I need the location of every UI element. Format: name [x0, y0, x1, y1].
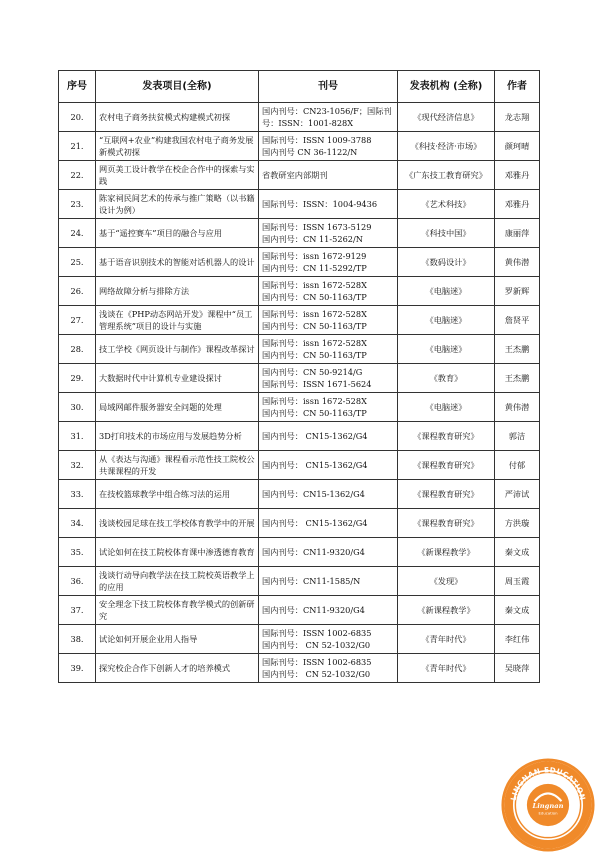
publication-title: 陈家祠民间艺术的传承与推广策略（以书籍设计为例）	[96, 190, 259, 219]
row-number: 24.	[59, 219, 96, 248]
lingnan-education-seal	[500, 757, 596, 853]
publication-title: 试论如何在技工院校体育课中渗透德育教育	[96, 538, 259, 567]
header-title: 发表项目(全称)	[96, 71, 259, 103]
header-author: 作者	[495, 71, 540, 103]
table-row	[59, 190, 540, 219]
publication-title: 浅谈在《PHP动态网站开发》课程中“员工管理系统”项目的设计与实施	[96, 306, 259, 335]
publication-title: 安全理念下技工院校体育教学模式的创新研究	[96, 596, 259, 625]
publisher: 《电脑迷》	[398, 277, 495, 306]
publisher: 《科技中国》	[398, 219, 495, 248]
journal-issn: 国内刊号：CN15-1362/G4	[259, 480, 398, 509]
publisher: 《课程教育研究》	[398, 422, 495, 451]
table-row	[59, 567, 540, 596]
journal-issn: 国际刊号：ISSN 1002-6835 国内刊号： CN 52-1032/G0	[259, 625, 398, 654]
table-row	[59, 480, 540, 509]
publisher: 《青年时代》	[398, 625, 495, 654]
publication-title: 局域网邮件服务器安全问题的处理	[96, 393, 259, 422]
journal-issn: 国际刊号：ISSN 1002-6835 国内刊号： CN 52-1032/G0	[259, 654, 398, 683]
author-name: 王杰鹏	[495, 364, 540, 393]
seal-ring-text: LINGNAN EDUCATION	[508, 765, 588, 802]
row-number: 36.	[59, 567, 96, 596]
journal-issn: 国内刊号：CN11-1585/N	[259, 567, 398, 596]
publisher: 《发现》	[398, 567, 495, 596]
journal-issn: 国际刊号：issn 1672-528X 国内刊号：CN 50-1163/TP	[259, 277, 398, 306]
publication-title: 基于语音识别技术的智能对话机器人的设计	[96, 248, 259, 277]
table-row	[59, 277, 540, 306]
publication-title: 浅谈行动导向教学法在技工院校英语教学上的应用	[96, 567, 259, 596]
publication-title: 技工学校《网页设计与制作》课程改革探讨	[96, 335, 259, 364]
author-name: 李红伟	[495, 625, 540, 654]
author-name: 罗新辉	[495, 277, 540, 306]
row-number: 26.	[59, 277, 96, 306]
journal-issn: 国内刊号： CN15-1362/G4	[259, 451, 398, 480]
seal-center-bottom: Education	[538, 810, 558, 816]
publication-title: 试论如何开展企业用人指导	[96, 625, 259, 654]
header-no: 序号	[59, 71, 96, 103]
table-row	[59, 219, 540, 248]
author-name: 秦文成	[495, 596, 540, 625]
publisher: 《课程教育研究》	[398, 480, 495, 509]
table-row	[59, 248, 540, 277]
row-number: 25.	[59, 248, 96, 277]
publisher: 《电脑迷》	[398, 306, 495, 335]
table-row	[59, 306, 540, 335]
table-row	[59, 393, 540, 422]
author-name: 詹贤平	[495, 306, 540, 335]
seal-center-top: Lingnan	[532, 801, 564, 810]
author-name: 黄伟潜	[495, 248, 540, 277]
journal-issn: 国际刊号：ISSN 1009-3788 国内刊号 CN 36-1122/N	[259, 132, 398, 161]
publisher: 《科技·经济·市场》	[398, 132, 495, 161]
author-name: 周玉霞	[495, 567, 540, 596]
seal-est-text: EST.1993	[529, 824, 567, 838]
row-number: 28.	[59, 335, 96, 364]
journal-issn: 国内刊号：CN11-9320/G4	[259, 538, 398, 567]
header-issn: 刊号	[259, 71, 398, 103]
journal-issn: 省教研室内部期刊	[259, 161, 398, 190]
author-name: 吴晓萍	[495, 654, 540, 683]
author-name: 邓雅丹	[495, 161, 540, 190]
publisher: 《数码设计》	[398, 248, 495, 277]
author-name: 龙志翔	[495, 103, 540, 132]
table-row	[59, 422, 540, 451]
row-number: 37.	[59, 596, 96, 625]
journal-issn: 国际刊号：ISSN 1673-5129 国内刊号：CN 11-5262/N	[259, 219, 398, 248]
publisher: 《青年时代》	[398, 654, 495, 683]
row-number: 39.	[59, 654, 96, 683]
author-name: 邓雅丹	[495, 190, 540, 219]
publisher: 《课程教育研究》	[398, 451, 495, 480]
author-name: 秦文成	[495, 538, 540, 567]
journal-issn: 国内刊号：CN11-9320/G4	[259, 596, 398, 625]
table-row	[59, 538, 540, 567]
table-row	[59, 654, 540, 683]
publisher: 《教育》	[398, 364, 495, 393]
publication-title: 在技校篮球教学中组合练习法的运用	[96, 480, 259, 509]
author-name: 王杰鹏	[495, 335, 540, 364]
publication-title: 3D打印技术的市场应用与发展趋势分析	[96, 422, 259, 451]
publication-title: 大数据时代中计算机专业建设探讨	[96, 364, 259, 393]
row-number: 34.	[59, 509, 96, 538]
table-row	[59, 161, 540, 190]
publication-title: 基于“遥控赛车”项目的融合与应用	[96, 219, 259, 248]
table-row	[59, 596, 540, 625]
table-row	[59, 625, 540, 654]
table-row	[59, 132, 540, 161]
journal-issn: 国际刊号：ISSN：1004-9436	[259, 190, 398, 219]
publication-title: 浅谈校园足球在技工学校体育教学中的开展	[96, 509, 259, 538]
row-number: 30.	[59, 393, 96, 422]
publication-title: “互联网+农业”构建我国农村电子商务发展新模式初探	[96, 132, 259, 161]
journal-issn: 国际刊号：issn 1672-528X 国内刊号：CN 50-1163/TP	[259, 393, 398, 422]
journal-issn: 国内刊号：CN23-1056/F；国际刊号：ISSN：1001-828X	[259, 103, 398, 132]
author-name: 付郁	[495, 451, 540, 480]
table-row	[59, 103, 540, 132]
publisher: 《现代经济信息》	[398, 103, 495, 132]
author-name: 严沛试	[495, 480, 540, 509]
journal-issn: 国内刊号：CN 50-9214/G 国际刊号：ISSN 1671-5624	[259, 364, 398, 393]
publication-title: 探究校企合作下创新人才的培养模式	[96, 654, 259, 683]
row-number: 33.	[59, 480, 96, 509]
author-name: 颜珂晴	[495, 132, 540, 161]
journal-issn: 国内刊号： CN15-1362/G4	[259, 509, 398, 538]
publisher: 《新课程教学》	[398, 538, 495, 567]
row-number: 35.	[59, 538, 96, 567]
author-name: 郭洁	[495, 422, 540, 451]
header-row	[59, 71, 540, 103]
publisher: 《艺术科技》	[398, 190, 495, 219]
publisher: 《课程教育研究》	[398, 509, 495, 538]
row-number: 20.	[59, 103, 96, 132]
header-org: 发表机构 (全称)	[398, 71, 495, 103]
journal-issn: 国际刊号：issn 1672-528X 国内刊号：CN 50-1163/TP	[259, 306, 398, 335]
row-number: 27.	[59, 306, 96, 335]
row-number: 23.	[59, 190, 96, 219]
table-row	[59, 364, 540, 393]
publisher: 《电脑迷》	[398, 393, 495, 422]
table-row	[59, 451, 540, 480]
journal-issn: 国际刊号：issn 1672-9129 国内刊号：CN 11-5292/TP	[259, 248, 398, 277]
author-name: 方洪璇	[495, 509, 540, 538]
row-number: 31.	[59, 422, 96, 451]
publication-title: 网页美工设计教学在校企合作中的探索与实践	[96, 161, 259, 190]
row-number: 38.	[59, 625, 96, 654]
publisher: 《电脑迷》	[398, 335, 495, 364]
table-row	[59, 509, 540, 538]
row-number: 29.	[59, 364, 96, 393]
journal-issn: 国际刊号：issn 1672-528X 国内刊号：CN 50-1163/TP	[259, 335, 398, 364]
table-body	[59, 103, 540, 683]
publication-title: 从《表达与沟通》课程看示范性技工院校公共课课程的开发	[96, 451, 259, 480]
publisher: 《新课程教学》	[398, 596, 495, 625]
publication-title: 网络故障分析与排除方法	[96, 277, 259, 306]
author-name: 康丽萍	[495, 219, 540, 248]
journal-issn: 国内刊号： CN15-1362/G4	[259, 422, 398, 451]
row-number: 32.	[59, 451, 96, 480]
publications-table	[58, 70, 540, 683]
publisher: 《广东技工教育研究》	[398, 161, 495, 190]
row-number: 21.	[59, 132, 96, 161]
table-row	[59, 335, 540, 364]
publication-title: 农村电子商务扶贫模式构建模式初探	[96, 103, 259, 132]
author-name: 黄伟潜	[495, 393, 540, 422]
row-number: 22.	[59, 161, 96, 190]
